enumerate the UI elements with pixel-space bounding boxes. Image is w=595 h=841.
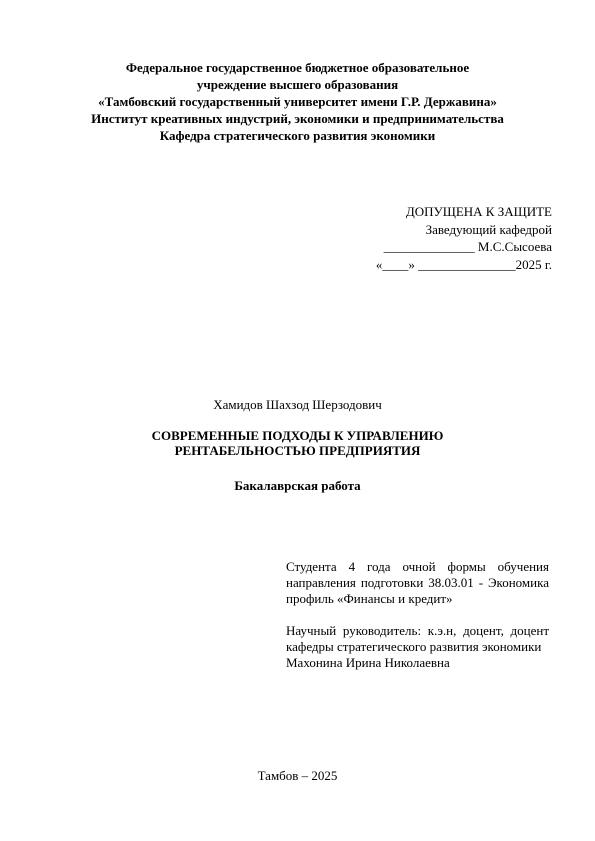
thesis-title-line-2: РЕНТАБЕЛЬНОСТЬЮ ПРЕДПРИЯТИЯ <box>174 443 421 458</box>
author-name: Хамидов Шахзод Шерзодович <box>213 397 382 412</box>
header-line-4: Институт креативных индустрий, экономики и предпринимательства <box>91 111 504 126</box>
approval-block <box>376 203 552 273</box>
approval-signature: ______________ М.С.Сысоева <box>383 239 552 254</box>
spacer <box>286 607 549 623</box>
header-line-5: Кафедра стратегического развития экономики <box>159 128 436 143</box>
approval-position: Заведующий кафедрой <box>425 221 552 237</box>
approval-date: «____» _______________2025 г. <box>375 256 552 272</box>
work-type: Бакалаврская работа <box>234 478 361 493</box>
thesis-title <box>0 428 595 458</box>
header-line-2: учреждение высшего образования <box>196 77 399 92</box>
header-line-3: «Тамбовский государственный университет имени Г.Р. Державина» <box>98 94 497 109</box>
institution-header <box>0 59 595 144</box>
thesis-title-line-1: СОВРЕМЕННЫЕ ПОДХОДЫ К УПРАВЛЕНИЮ <box>151 428 444 443</box>
header-line-1: Федеральное государственное бюджетное образовательное <box>125 60 470 75</box>
supervisor-name: Махонина Ирина Николаевна <box>286 655 450 670</box>
city-year: Тамбов – 2025 <box>257 768 338 783</box>
student-info-block <box>286 559 549 671</box>
approval-status: ДОПУЩЕНА К ЗАЩИТЕ <box>405 204 552 219</box>
supervisor-info: Научный руководитель: к.э.н, доцент, доцент кафедры стратегического развития экономики <box>286 623 549 654</box>
student-info: Студента 4 года очной формы обучения направления подготовки 38.03.01 - Экономика профиль «Финансы и кредит» <box>286 559 549 606</box>
